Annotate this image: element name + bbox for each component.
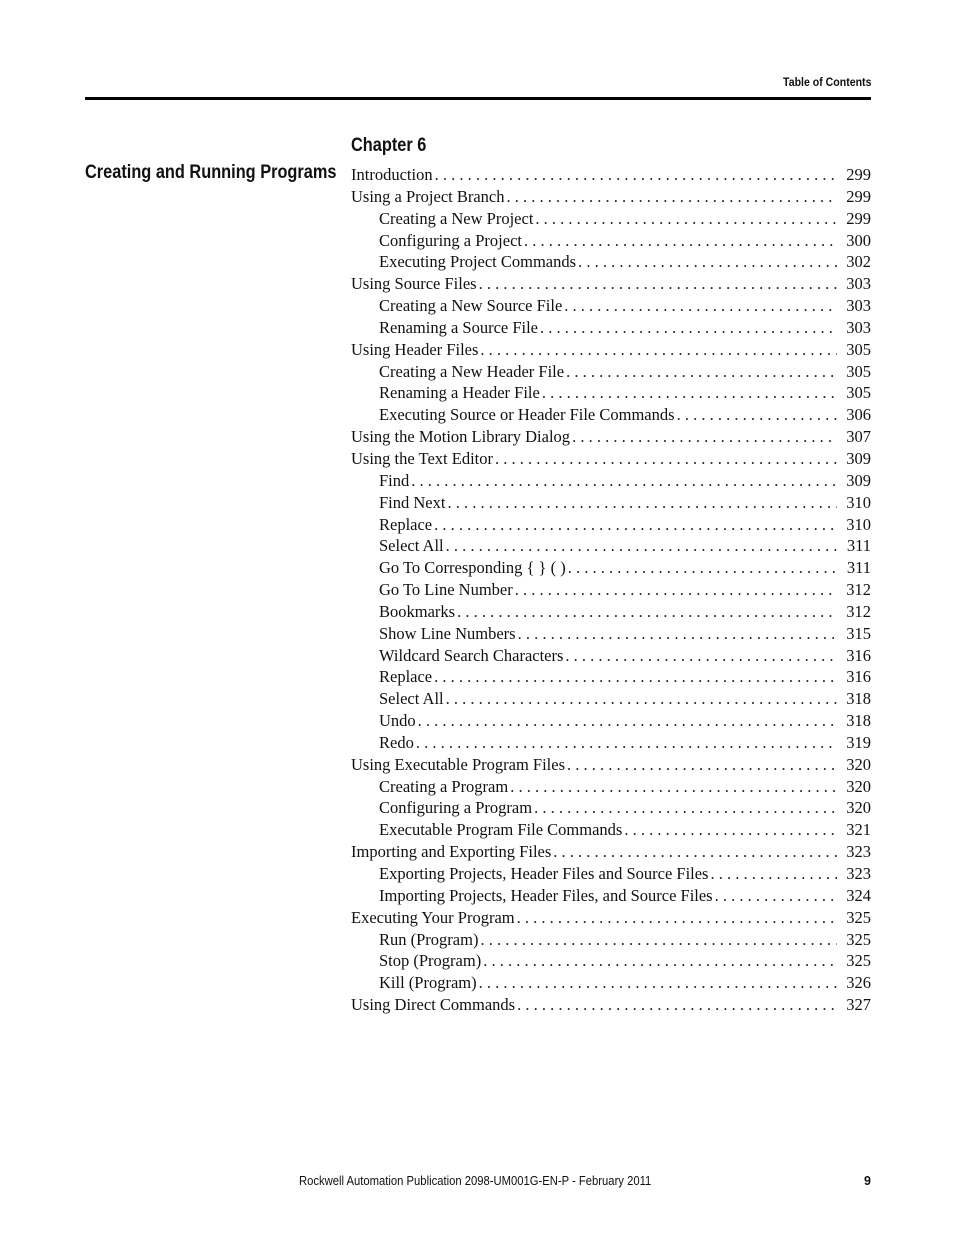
- toc-entry[interactable]: [351, 470, 871, 492]
- dot-leader: [578, 251, 837, 273]
- dot-leader: [710, 863, 837, 885]
- toc-entry[interactable]: [351, 623, 871, 645]
- toc-entry-page: 325: [846, 951, 871, 971]
- toc-entry-page: 312: [846, 601, 871, 621]
- toc-entry-page: 303: [846, 296, 871, 316]
- dot-leader: [483, 950, 837, 972]
- running-header: Table of Contents: [782, 75, 871, 89]
- toc-entry-page: 321: [846, 820, 871, 840]
- toc-entry-page: 311: [846, 536, 871, 556]
- toc-entry-title: Importing Projects, Header Files, and Source Files: [379, 885, 713, 905]
- toc-entry-page: 309: [846, 448, 871, 468]
- dot-leader: [517, 994, 837, 1016]
- toc-entry-page: 320: [846, 754, 871, 774]
- dot-leader: [507, 186, 837, 208]
- toc-entry-page: 312: [846, 580, 871, 600]
- toc-entry-page: 327: [846, 995, 871, 1015]
- toc-entry-page: 316: [846, 667, 871, 687]
- toc-entry-page: 302: [846, 252, 871, 272]
- chapter-label: Chapter 6: [351, 135, 427, 156]
- toc-entry-title: Using the Text Editor: [351, 448, 493, 468]
- dot-leader: [479, 972, 837, 994]
- toc-entry-title: Select All: [379, 689, 444, 709]
- toc-entry-page: 325: [846, 907, 871, 927]
- toc-entry[interactable]: [351, 295, 871, 317]
- dot-leader: [518, 623, 837, 645]
- dot-leader: [479, 273, 837, 295]
- toc-entry-page: 303: [846, 274, 871, 294]
- dot-leader: [677, 404, 837, 426]
- dot-leader: [434, 514, 837, 536]
- toc-entry[interactable]: [351, 841, 871, 863]
- toc-entry-title: Using Header Files: [351, 339, 479, 359]
- footer-publication: Rockwell Automation Publication 2098-UM001G-EN-P - February 2011: [299, 1174, 652, 1188]
- dot-leader: [515, 579, 837, 601]
- toc-entry[interactable]: [351, 754, 871, 776]
- toc-entry[interactable]: [351, 732, 871, 754]
- toc-entry-title: Redo: [379, 732, 414, 752]
- dot-leader: [435, 164, 837, 186]
- toc-entry[interactable]: [351, 361, 871, 383]
- toc-entry[interactable]: [351, 492, 871, 514]
- dot-leader: [411, 470, 837, 492]
- toc-entry-page: 320: [846, 776, 871, 796]
- dot-leader: [715, 885, 837, 907]
- toc-entry-title: Bookmarks: [379, 601, 456, 621]
- chapter-title: Creating and Running Programs: [85, 162, 337, 183]
- toc-entry-title: Wildcard Search Characters: [379, 645, 564, 665]
- dot-leader: [524, 230, 837, 252]
- toc-entry-title: Configuring a Project: [379, 230, 522, 250]
- dot-leader: [540, 317, 837, 339]
- toc-entry[interactable]: [351, 339, 871, 361]
- toc-entry-title: Stop (Program): [379, 951, 482, 971]
- toc-entry-page: 311: [846, 558, 871, 578]
- toc-entry-page: 318: [846, 689, 871, 709]
- toc-entry-page: 316: [846, 645, 871, 665]
- toc-entry-title: Find: [379, 470, 410, 490]
- toc-entry-page: 307: [846, 427, 871, 447]
- dot-leader: [567, 754, 837, 776]
- toc-entry-page: 299: [846, 165, 871, 184]
- dot-leader: [480, 339, 837, 361]
- toc-entry[interactable]: [351, 929, 871, 951]
- toc-entry-page: 299: [846, 186, 871, 206]
- toc-entry-title: Using the Motion Library Dialog: [351, 427, 571, 447]
- dot-leader: [457, 601, 837, 623]
- toc-entry-page: 310: [846, 514, 871, 534]
- dot-leader: [572, 426, 837, 448]
- dot-leader: [553, 841, 837, 863]
- toc-entry-title: Executing Project Commands: [379, 252, 577, 272]
- toc-entry-title: Using Direct Commands: [351, 995, 516, 1015]
- toc-entry-title: Executing Source or Header File Commands: [379, 405, 675, 425]
- toc-entry-title: Introduction: [351, 165, 433, 184]
- toc-entry[interactable]: [351, 382, 871, 404]
- toc-entry[interactable]: [351, 907, 871, 929]
- toc-entry[interactable]: [351, 819, 871, 841]
- toc-entry-title: Kill (Program): [379, 973, 477, 993]
- toc-entry-title: Go To Line Number: [379, 580, 513, 600]
- toc-entry[interactable]: [351, 514, 871, 536]
- toc-entry[interactable]: [351, 557, 871, 579]
- toc-entry[interactable]: [351, 797, 871, 819]
- toc-entry[interactable]: [351, 404, 871, 426]
- toc-entry[interactable]: [351, 164, 871, 186]
- toc-entry[interactable]: [351, 666, 871, 688]
- toc-entry-page: 305: [846, 339, 871, 359]
- dot-leader: [566, 361, 837, 383]
- toc-entry[interactable]: [351, 776, 871, 798]
- toc-entry-page: 323: [846, 842, 871, 862]
- toc-entry[interactable]: [351, 950, 871, 972]
- header-rule: [85, 97, 871, 100]
- toc-entry[interactable]: [351, 579, 871, 601]
- dot-leader: [542, 382, 837, 404]
- toc-entry-title: Renaming a Source File: [379, 317, 539, 337]
- toc-entry[interactable]: [351, 317, 871, 339]
- dot-leader: [624, 819, 837, 841]
- dot-leader: [495, 448, 837, 470]
- dot-leader: [446, 535, 837, 557]
- toc-entry[interactable]: [351, 601, 871, 623]
- toc-entry[interactable]: [351, 885, 871, 907]
- dot-leader: [568, 557, 837, 579]
- dot-leader: [510, 776, 837, 798]
- toc-entry-title: Select All: [379, 536, 444, 556]
- toc-entry-title: Exporting Projects, Header Files and Source Files: [379, 864, 709, 883]
- toc-entry-title: Using a Project Branch: [351, 186, 505, 206]
- toc-entry-title: Importing and Exporting Files: [351, 842, 552, 862]
- toc-entry-page: 320: [846, 798, 871, 818]
- toc-entry-title: Creating a Program: [379, 776, 509, 796]
- toc-entry[interactable]: [351, 273, 871, 295]
- dot-leader: [534, 797, 837, 819]
- toc-entry-page: 309: [846, 470, 871, 490]
- toc-entry[interactable]: [351, 426, 871, 448]
- toc-entry-title: Creating a New Project: [379, 208, 534, 228]
- toc-entry-page: 305: [846, 361, 871, 381]
- toc-entry-title: Replace: [379, 667, 433, 687]
- toc-entry[interactable]: [351, 972, 871, 994]
- toc-entry-title: Find Next: [379, 492, 446, 512]
- dot-leader: [416, 732, 837, 754]
- toc-entry-page: 318: [846, 711, 871, 731]
- toc-entry[interactable]: [351, 448, 871, 470]
- toc-entry-page: 303: [846, 317, 871, 337]
- toc-entry-title: Renaming a Header File: [379, 383, 540, 403]
- toc-entry-title: Undo: [379, 711, 416, 731]
- toc-entry-page: 310: [846, 492, 871, 512]
- toc-entry[interactable]: [351, 710, 871, 732]
- toc-entry[interactable]: [351, 645, 871, 667]
- toc-entry-page: 325: [846, 929, 871, 949]
- toc-entry[interactable]: [351, 208, 871, 230]
- toc-entry-page: 326: [846, 973, 871, 993]
- toc-entry-title: Executable Program File Commands: [379, 820, 623, 840]
- toc-entry-page: 306: [846, 405, 871, 425]
- dot-leader: [535, 208, 837, 230]
- toc-list: [351, 164, 871, 1016]
- dot-leader: [446, 688, 837, 710]
- dot-leader: [564, 295, 837, 317]
- toc-entry-title: Executing Your Program: [351, 907, 515, 927]
- dot-leader: [447, 492, 837, 514]
- toc-entry-title: Run (Program): [379, 929, 479, 949]
- dot-leader: [517, 907, 837, 929]
- toc-entry-page: 319: [846, 732, 871, 752]
- toc-entry-title: Using Executable Program Files: [351, 754, 566, 774]
- dot-leader: [480, 929, 837, 951]
- toc-entry-page: 324: [846, 885, 871, 905]
- toc-entry-title: Replace: [379, 514, 433, 534]
- toc-entry-title: Creating a New Header File: [379, 361, 565, 381]
- dot-leader: [565, 645, 837, 667]
- toc-entry-page: 323: [846, 864, 871, 883]
- toc-entry-title: Show Line Numbers: [379, 623, 516, 643]
- toc-entry-title: Creating a New Source File: [379, 296, 563, 316]
- toc-entry-page: 299: [846, 208, 871, 228]
- toc-entry[interactable]: [351, 994, 871, 1016]
- toc-entry[interactable]: [351, 251, 871, 273]
- toc-entry-title: Go To Corresponding { } ( ): [379, 558, 566, 578]
- toc-entry-title: Configuring a Program: [379, 798, 533, 818]
- toc-entry-page: 315: [846, 623, 871, 643]
- dot-leader: [434, 666, 837, 688]
- toc-entry-page: 300: [846, 230, 871, 250]
- dot-leader: [418, 710, 837, 732]
- toc-entry-page: 305: [846, 383, 871, 403]
- toc-entry-title: Using Source Files: [351, 274, 477, 294]
- toc-entry[interactable]: [351, 688, 871, 710]
- toc-entry[interactable]: [351, 535, 871, 557]
- page-number: 9: [864, 1174, 871, 1188]
- toc-entry[interactable]: [351, 186, 871, 208]
- toc-entry[interactable]: [351, 230, 871, 252]
- toc-entry[interactable]: [351, 863, 871, 885]
